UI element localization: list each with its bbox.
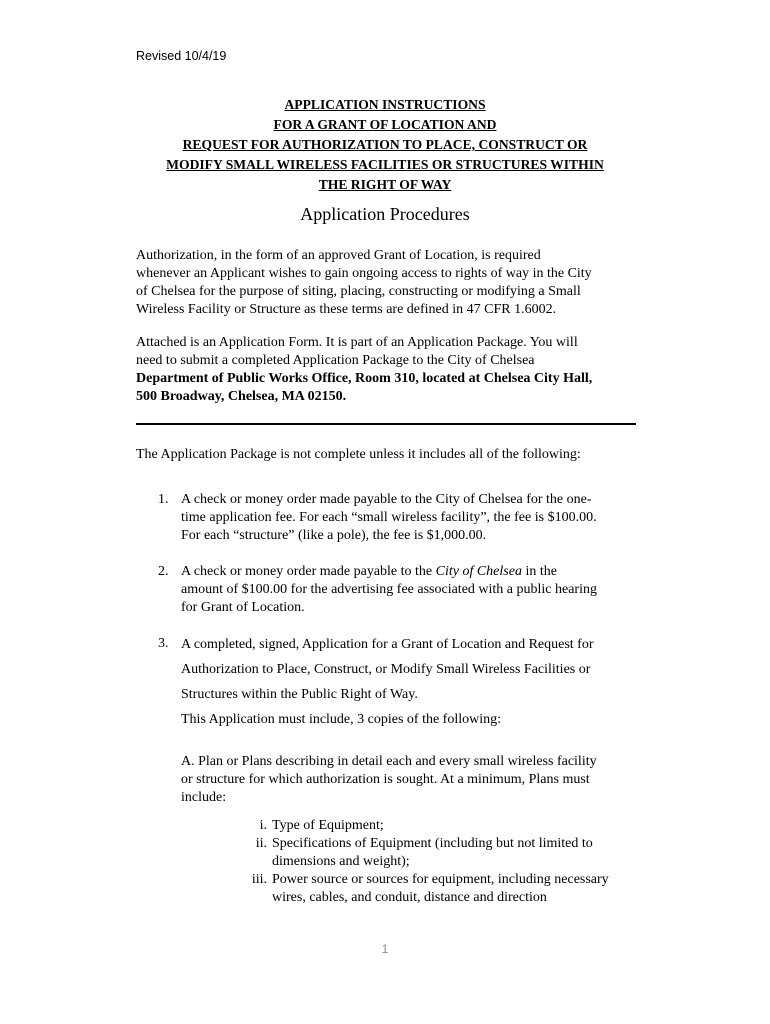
list-line: For each “structure” (like a pole), the fee is $1,000.00. (181, 528, 487, 543)
roman-numeral: i. (259, 818, 267, 833)
title-line: MODIFY SMALL WIRELESS FACILITIES OR STRUCTURES WITHIN (166, 157, 604, 172)
plans-subsection (181, 753, 691, 807)
list-line: Authorization to Place, Construct, or Modify Small Wireless Facilities or (181, 662, 591, 677)
paragraph-line: need to submit a completed Application Package to the City of Chelsea (136, 353, 535, 368)
title-line: THE RIGHT OF WAY (318, 177, 452, 192)
paragraph-line: whenever an Applicant wishes to gain ongoing access to rights of way in the City (136, 266, 592, 281)
title-line: REQUEST FOR AUTHORIZATION TO PLACE, CONSTRUCT OR (182, 137, 588, 152)
paragraph-line: Authorization, in the form of an approved Grant of Location, is required (136, 248, 541, 263)
list-line: This Application must include, 3 copies of the following: (181, 712, 502, 727)
list-line (181, 563, 651, 581)
roman-numeral: ii. (255, 836, 267, 851)
list-line: Structures within the Public Right of Way. (181, 687, 418, 702)
list-number: 1. (158, 492, 169, 507)
paragraph-line: or structure for which authorization is sought. At a minimum, Plans must (181, 772, 590, 787)
paragraph-line: Wireless Facility or Structure as these terms are defined in 47 CFR 1.6002. (136, 302, 557, 317)
office-address-line: Department of Public Works Office, Room 310, located at Chelsea City Hall, (136, 371, 593, 386)
office-address-line: 500 Broadway, Chelsea, MA 02150. (136, 389, 347, 404)
title-line: FOR A GRANT OF LOCATION AND (273, 117, 497, 132)
revision-date: Revised 10/4/19 (136, 49, 227, 63)
paragraph-line: of Chelsea for the purpose of siting, placing, constructing or modifying a Small (136, 284, 581, 299)
list-line: time application fee. For each “small wireless facility”, the fee is $100.00. (181, 510, 597, 525)
package-intro: The Application Package is not complete unless it includes all of the following: (136, 447, 581, 462)
page-number: 1 (381, 942, 389, 956)
city-name-italic: City of Chelsea (435, 564, 522, 579)
section-heading: Application Procedures (300, 204, 470, 224)
requirement-line: Specifications of Equipment (including but not limited to (272, 836, 593, 851)
paragraph-line: Attached is an Application Form. It is part of an Application Package. You will (136, 335, 578, 350)
horizontal-rule (136, 423, 636, 425)
list-text: in the (521, 564, 557, 579)
authorization-paragraph (136, 247, 646, 319)
list-line: A completed, signed, Application for a Grant of Location and Request for (181, 637, 594, 652)
requirement-line: Power source or sources for equipment, including necessary (272, 872, 609, 887)
submission-paragraph (136, 334, 646, 406)
list-line: A check or money order made payable to the City of Chelsea for the one- (181, 492, 592, 507)
requirement-line: wires, cables, and conduit, distance and direction (272, 890, 547, 905)
document-title (120, 95, 650, 195)
roman-numeral: iii. (251, 872, 267, 887)
list-text: A check or money order made payable to the (181, 564, 436, 579)
title-line: APPLICATION INSTRUCTIONS (284, 97, 486, 112)
list-line: amount of $100.00 for the advertising fee associated with a public hearing (181, 582, 597, 597)
list-line: for Grant of Location. (181, 600, 305, 615)
requirement-line: Type of Equipment; (272, 818, 384, 833)
list-number: 3. (158, 636, 169, 651)
paragraph-line: A. Plan or Plans describing in detail each and every small wireless facility (181, 754, 597, 769)
list-number: 2. (158, 564, 169, 579)
requirement-line: dimensions and weight); (272, 854, 410, 869)
paragraph-line: include: (181, 790, 227, 805)
